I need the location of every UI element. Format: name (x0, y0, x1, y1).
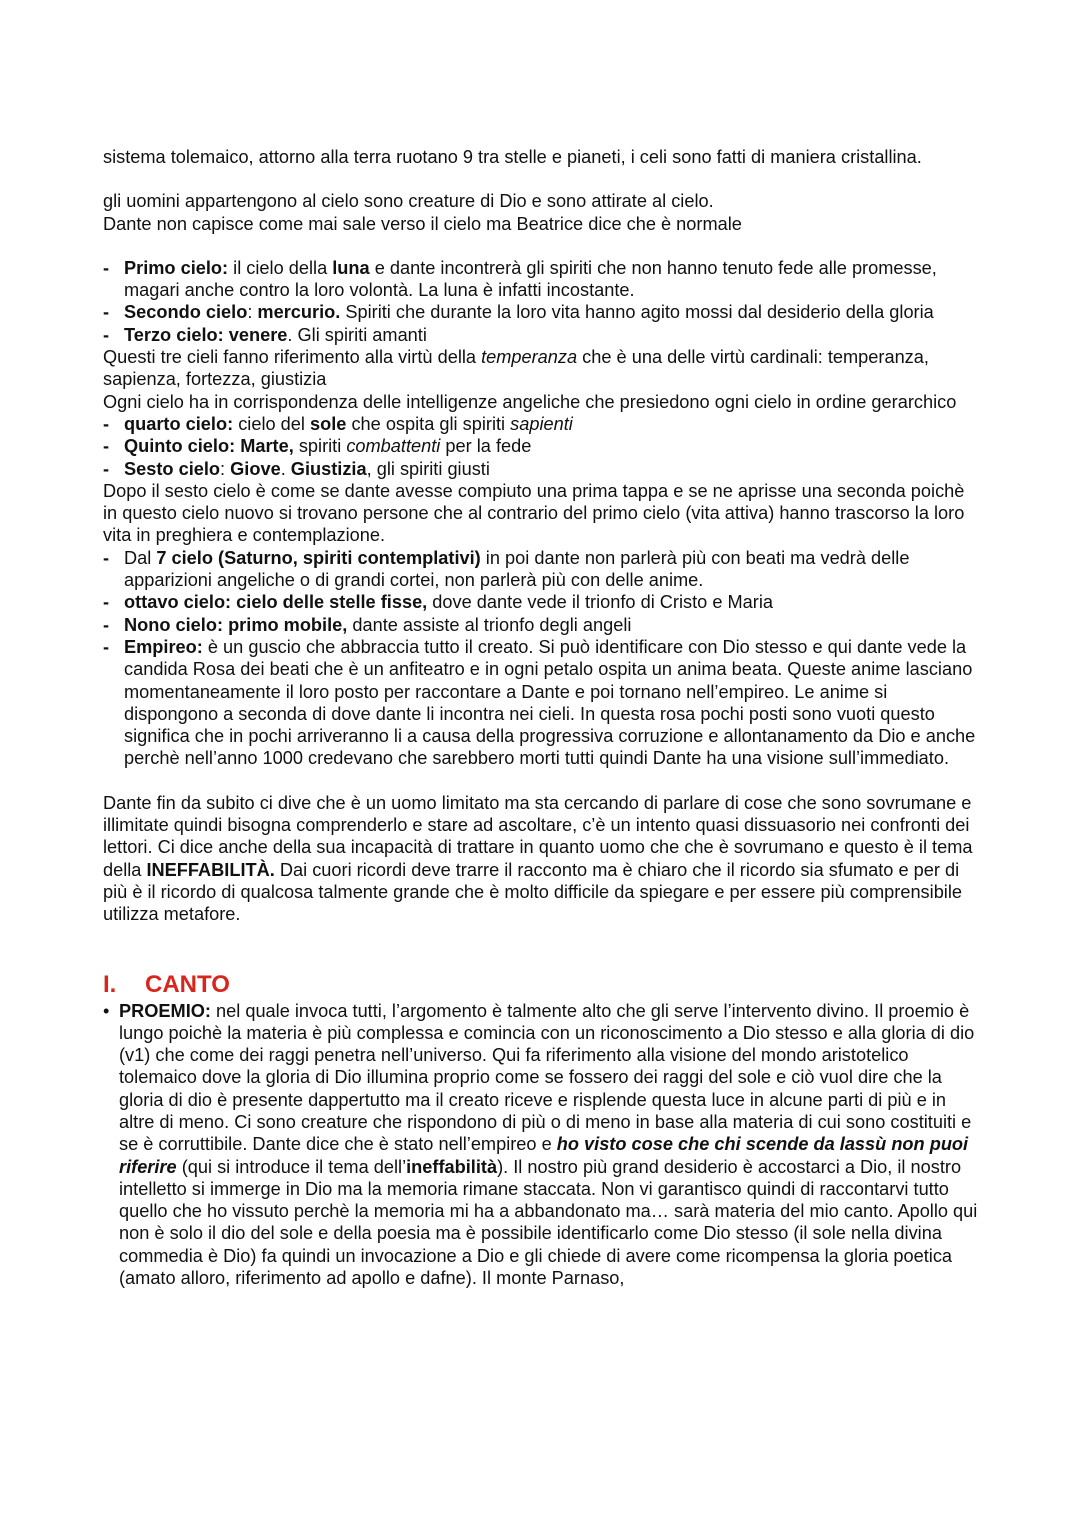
sesto-cielo-paragraph: Dopo il sesto cielo è come se dante avesse compiuto una prima tappa e se ne aprisse una seconda poichè in questo cielo nuovo si trovano persone che al contrario del primo cielo (vita attiva) hanno trascorso la loro vita in preghiera e contemplazione. (103, 480, 965, 546)
list-item-proemio: • PROEMIO: nel quale invoca tutti, l’argomento è talmente alto che gli serve l’intervento divino. Il proemio è lungo poichè la materia è più complessa e comincia con un riconoscimento a Dio stesso e alla gloria di dio (v1) che come dei raggi penetra nell’universo. Qui fa riferimento alla visione del mondo aristotelico tolemaico dove la gloria di Dio illumina proprio come se fossero dei raggi del sole e ciò vuol dire che la gloria di dio è presente dappertutto ma il creato riceve e risplende questa luce in alcune parti di più e in altre di meno. Ci sono creature che rispondono di più o di meno in base alla materia di cui sono costituiti e se è corruttibile. Dante dice che è stato nell’empireo e ho visto cose che chi scende da lassù non puoi riferire (qui si introduce il tema dell’ineffabilità). Il nostro più grand desiderio è accostarci a Dio, il nostro intelletto si immerge in Dio ma la memoria rimane staccata. Non vi garantisco quindi di raccontarvi tutto quello che ho vissuto perchè la memoria mi ha a abbandonato ma… sarà materia del mio canto. Apollo qui non è solo il dio del sole e della poesia ma è possibile identificarlo come Dio stesso (il sole nella divina commedia è Dio) fa quindi un invocazione a Dio e gli chiede di avere come ricompensa la gloria poetica (amato alloro, riferimento ad apollo e dafne). Il monte Parnaso, (103, 1000, 983, 1290)
list-item-quarto-cielo: - quarto cielo: cielo del sole che ospita gli spiriti sapienti (103, 413, 983, 435)
canto-heading: I. CANTO (103, 970, 230, 998)
gerarchico-paragraph: Ogni cielo ha in corrispondenza delle intelligenze angeliche che presiedono ogni cielo in ordine gerarchico (103, 391, 957, 412)
cieli-list-3 (103, 547, 983, 770)
list-item-sesto-cielo: - Sesto cielo: Giove. Giustizia, gli spiriti giusti (103, 458, 983, 480)
list-item-settimo-cielo: - Dal 7 cielo (Saturno, spiriti contemplativi) in poi dante non parlerà più con beati ma vedrà delle apparizioni angeliche o di grandi cortei, non parlerà più con delle anime. (103, 547, 983, 592)
list-item-secondo-cielo: - Secondo cielo: mercurio. Spiriti che durante la loro vita hanno agito mossi dal desiderio della gloria (103, 301, 983, 323)
cieli-list-1 (103, 257, 983, 346)
canto-list (103, 1000, 983, 1290)
list-item-primo-cielo: - Primo cielo: il cielo della luna e dante incontrerà gli spiriti che non hanno tenuto fede alle promesse, magari anche contro la loro volontà. La luna è infatti incostante. (103, 257, 983, 302)
intro-paragraph-2-line-1: gli uomini appartengono al cielo sono creature di Dio e sono attirate al cielo. (103, 191, 714, 212)
intro-paragraph-1: sistema tolemaico, attorno alla terra ruotano 9 tra stelle e pianeti, i celi sono fatti di maniera cristallina. (103, 147, 922, 167)
list-item-quinto-cielo: - Quinto cielo: Marte, spiriti combattenti per la fede (103, 435, 983, 457)
list-item-nono-cielo: - Nono cielo: primo mobile, dante assiste al trionfo degli angeli (103, 614, 983, 636)
cieli-list-2 (103, 413, 983, 480)
list-item-ottavo-cielo: - ottavo cielo: cielo delle stelle fisse, dove dante vede il trionfo di Cristo e Maria (103, 591, 983, 613)
intro-paragraph-2-line-2: Dante non capisce come mai sale verso il cielo ma Beatrice dice che è normale (103, 213, 742, 234)
document-page (103, 146, 983, 1289)
list-item-empireo: - Empireo: è un guscio che abbraccia tutto il creato. Si può identificare con Dio stesso e qui dante vede la candida Rosa dei beati che è un anfiteatro e in ogni petalo ospita un anima beata. Queste anime lasciano momentaneamente il loro posto per raccontare a Dante e poi tornano nell’empireo. Le anime si dispongono a seconda di dove dante li incontra nei cieli. In questa rosa pochi posti sono vuoti questo significa che in pochi arriveranno li a causa della progressiva corruzione e allontanamento da Dio e anche perchè nell’anno 1000 credevano che sarebbero morti tutti quindi Dante ha una visione sull’immediato. (103, 636, 983, 770)
ineffabilita-paragraph: Dante fin da subito ci dive che è un uomo limitato ma sta cercando di parlare di cose che sono sovrumane e illimitate quindi bisogna comprenderlo e stare ad ascoltare, c’è un intento quasi dissuasorio nei confronti dei lettori. Ci dice anche della sua incapacità di trattare in quanto uomo che che è sovrumano e questo è il tema della INEFFABILITÀ. Dai cuori ricordi deve trarre il racconto ma è chiaro che il ricordo sia sfumato e per di più è il ricordo di qualcosa talmente grande che è molto difficile da spiegare e per essere più comprensibile utilizza metafore. (103, 792, 973, 925)
list-item-terzo-cielo: - Terzo cielo: venere. Gli spiriti amanti (103, 324, 983, 346)
temperanza-paragraph: Questi tre cieli fanno riferimento alla virtù della temperanza che è una delle virtù cardinali: temperanza, sapienza, fortezza, giustizia (103, 347, 929, 390)
